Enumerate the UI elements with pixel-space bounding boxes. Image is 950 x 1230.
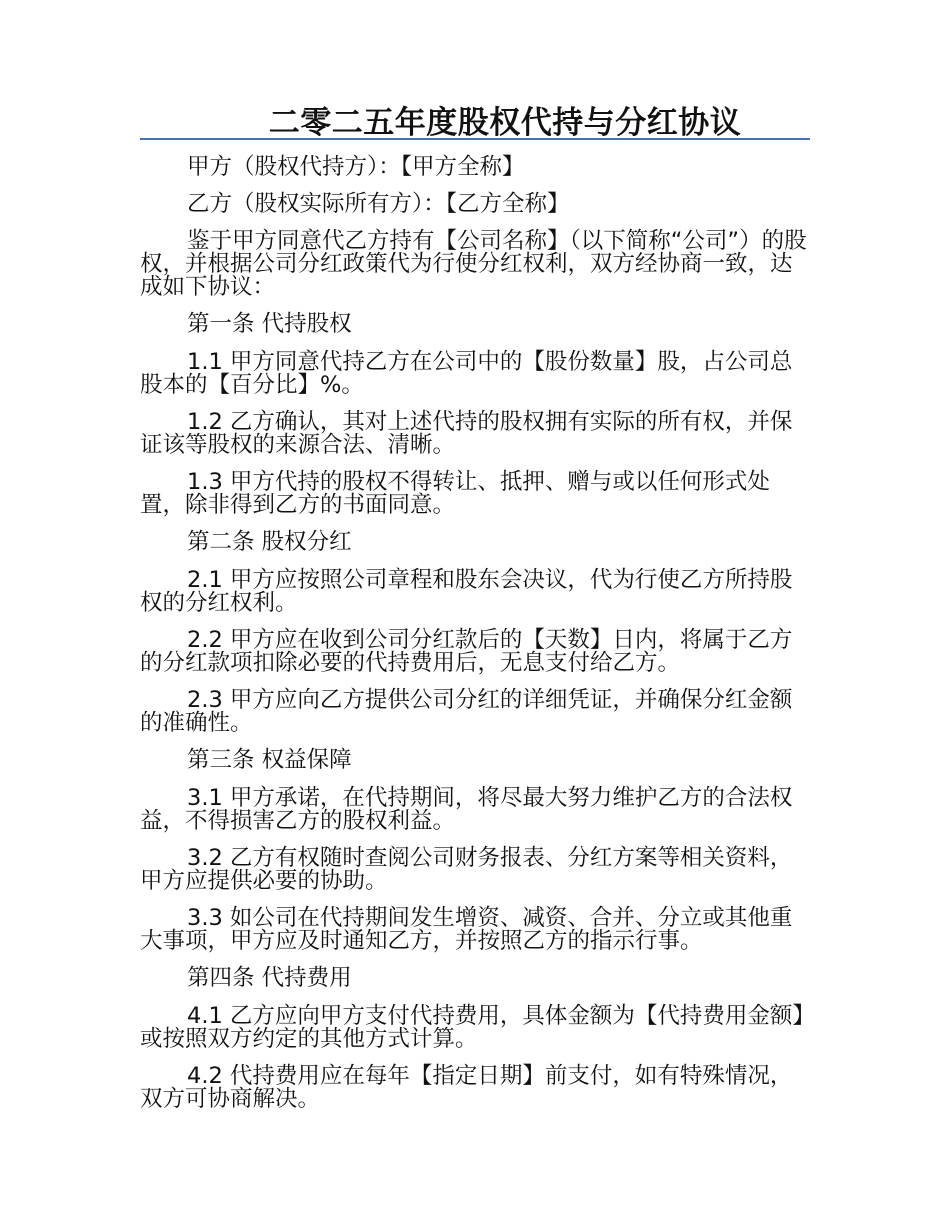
clause-4-1: 4.1 乙方应向甲方支付代持费用，具体金额为【代持费用金额】或按照双方约定的其他方式计算。 <box>140 1003 804 1052</box>
clause-1-1: 1.1 甲方同意代持乙方在公司中的【股份数量】股，占公司总股本的【百分比】%。 <box>140 349 793 398</box>
article-3-heading: 第三条 权益保障 <box>187 747 352 773</box>
clause-2-3: 2.3 甲方应向乙方提供公司分红的详细凭证，并确保分红金额的准确性。 <box>140 687 793 736</box>
party-a-line: 甲方（股权代持方）：【甲方全称】 <box>187 154 525 180</box>
clause-4-2: 4.2 代持费用应在每年【指定日期】前支付，如有特殊情况，双方可协商解决。 <box>140 1063 793 1112</box>
clause-3-3: 3.3 如公司在代持期间发生增资、减资、合并、分立或其他重大事项，甲方应及时通知乙方，并按照乙方的指示行事。 <box>140 905 793 954</box>
article-1-heading: 第一条 代持股权 <box>187 311 352 337</box>
clause-3-2: 3.2 乙方有权随时查阅公司财务报表、分红方案等相关资料，甲方应提供必要的协助。 <box>140 845 793 894</box>
clause-1-3: 1.3 甲方代持的股权不得转让、抵押、赠与或以任何形式处置，除非得到乙方的书面同意。 <box>140 469 770 518</box>
article-2-heading: 第二条 股权分红 <box>187 529 352 555</box>
clause-1-2: 1.2 乙方确认，其对上述代持的股权拥有实际的所有权，并保证该等股权的来源合法、清晰。 <box>140 409 793 458</box>
intro-paragraph: 鉴于甲方同意代乙方持有【公司名称】（以下简称“公司”）的股权，并根据公司分红政策代为行使分红权利，双方经协商一致，达成如下协议： <box>140 228 807 300</box>
clause-3-1: 3.1 甲方承诺，在代持期间，将尽最大努力维护乙方的合法权益，不得损害乙方的股权利益。 <box>140 785 793 834</box>
article-4-heading: 第四条 代持费用 <box>187 965 352 991</box>
clause-2-1: 2.1 甲方应按照公司章程和股东会决议，代为行使乙方所持股权的分红权利。 <box>140 567 793 616</box>
party-b-line: 乙方（股权实际所有方）：【乙方全称】 <box>187 191 570 217</box>
document-title: 二零二五年度股权代持与分红协议 <box>140 104 810 140</box>
clause-2-2: 2.2 甲方应在收到公司分红款后的【天数】日内，将属于乙方的分红款项扣除必要的代持费用后，无息支付给乙方。 <box>140 627 793 676</box>
document-body <box>140 156 810 1125</box>
